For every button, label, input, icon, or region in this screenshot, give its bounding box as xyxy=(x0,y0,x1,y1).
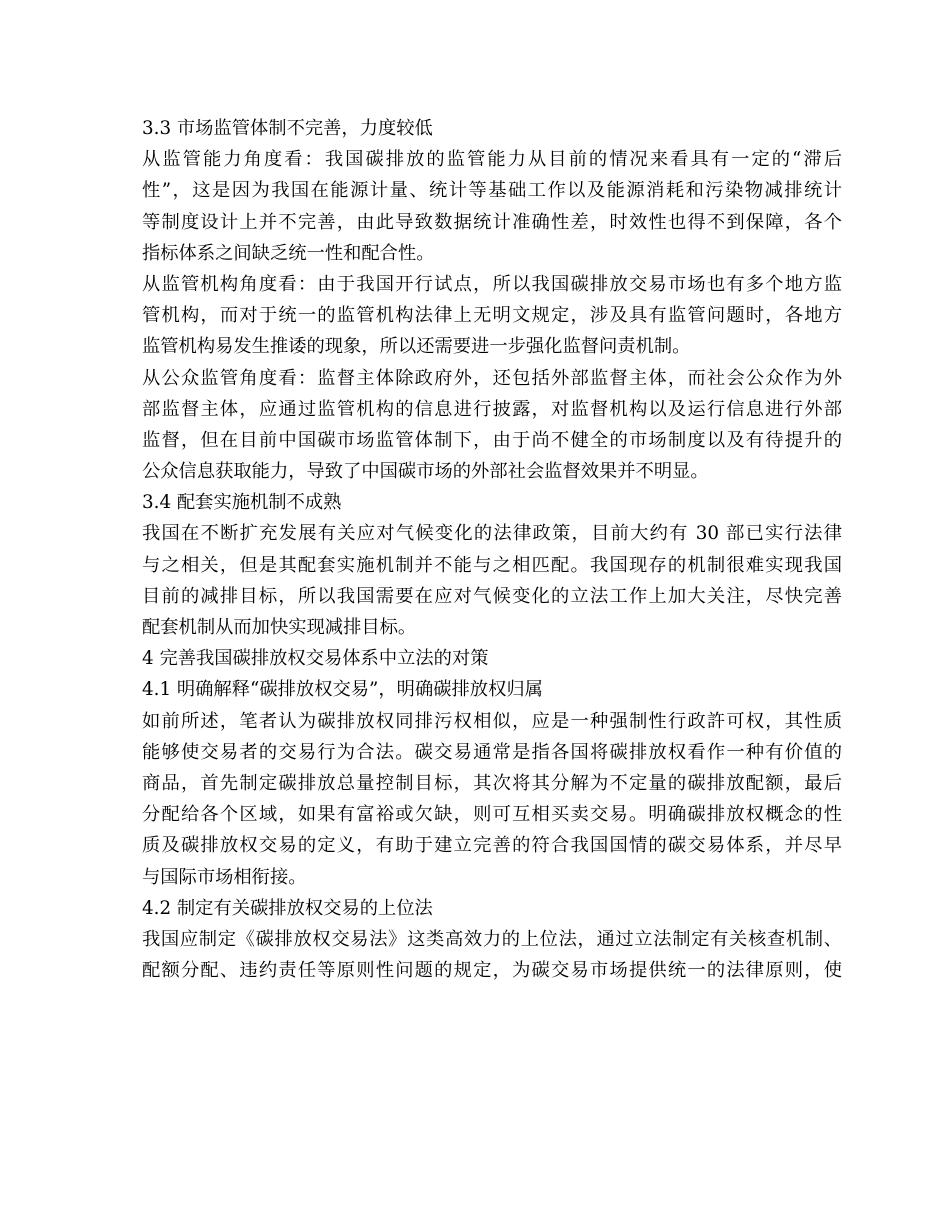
heading-3-3: 3.3 市场监管体制不完善，力度较低 xyxy=(142,118,433,139)
paragraph-line: 监管机构易发生推诿的现象，所以还需要进一步强化监督问责机制。 xyxy=(142,336,691,358)
heading-4: 4 完善我国碳排放权交易体系中立法的对策 xyxy=(142,648,489,670)
paragraph-line: 等制度设计上并不完善，由此导致数据统计准确性差，时效性也得不到保障，各个 xyxy=(142,211,842,233)
paragraph-line: 从公众监管角度看：监督主体除政府外，还包括外部监督主体，而社会公众作为外 xyxy=(142,367,842,389)
paragraph-line: 质及碳排放权交易的定义，有助于建立完善的符合我国国情的碳交易体系，并尽早 xyxy=(142,835,842,857)
paragraph-line: 配额分配、违约责任等原则性问题的规定，为碳交易市场提供统一的法律原则，使 xyxy=(142,960,842,982)
paragraph-line: 配套机制从而加快实现减排目标。 xyxy=(142,617,417,638)
paragraph-line: 能够使交易者的交易行为合法。碳交易通常是指各国将碳排放权看作一种有价值的 xyxy=(142,741,842,763)
paragraph-line: 公众信息获取能力，导致了中国碳市场的外部社会监督效果并不明显。 xyxy=(142,461,709,483)
paragraph-line: 部监督主体，应通过监管机构的信息进行披露，对监督机构以及运行信息进行外部 xyxy=(142,398,842,420)
document-body xyxy=(142,113,842,986)
paragraph-line: 监督，但在目前中国碳市场监管体制下，由于尚不健全的市场制度以及有待提升的 xyxy=(142,429,842,451)
paragraph-line: 我国在不断扩充发展有关应对气候变化的法律政策，目前大约有 30 部已实行法律 xyxy=(142,523,842,545)
paragraph-line: 与之相关，但是其配套实施机制并不能与之相匹配。我国现存的机制很难实现我国 xyxy=(142,554,842,576)
paragraph-line: 管机构，而对于统一的监管机构法律上无明文规定，涉及具有监管问题时，各地方 xyxy=(142,305,842,327)
paragraph-line: 如前所述，笔者认为碳排放权同排污权相似，应是一种强制性行政許可权，其性质 xyxy=(142,710,842,732)
paragraph-line: 从监管能力角度看：我国碳排放的监管能力从目前的情况来看具有一定的“滞后 xyxy=(142,149,842,171)
paragraph-line: 分配给各个区域，如果有富裕或欠缺，则可互相买卖交易。明确碳排放权概念的性 xyxy=(142,804,842,826)
paragraph-line: 指标体系之间缺乏统一性和配合性。 xyxy=(142,242,435,264)
paragraph-line: 目前的减排目标，所以我国需要在应对气候变化的立法工作上加大关注，尽快完善 xyxy=(142,585,842,607)
paragraph-line: 性”，这是因为我国在能源计量、统计等基础工作以及能源消耗和污染物减排统计 xyxy=(142,180,842,202)
paragraph-line: 我国应制定《碳排放权交易法》这类高效力的上位法，通过立法制定有关核查机制、 xyxy=(142,928,842,950)
paragraph-line: 商品，首先制定碳排放总量控制目标，其次将其分解为不定量的碳排放配额，最后 xyxy=(142,772,842,794)
paragraph-line: 与国际市场相衔接。 xyxy=(142,866,307,888)
heading-3-4: 3.4 配套实施机制不成熟 xyxy=(142,492,342,514)
heading-4-2: 4.2 制定有关碳排放权交易的上位法 xyxy=(142,897,433,919)
paragraph-line: 从监管机构角度看：由于我国开行试点，所以我国碳排放交易市场也有多个地方监 xyxy=(142,273,842,295)
heading-4-1: 4.1 明确解释“碳排放权交易”，明确碳排放权归属 xyxy=(142,679,543,701)
